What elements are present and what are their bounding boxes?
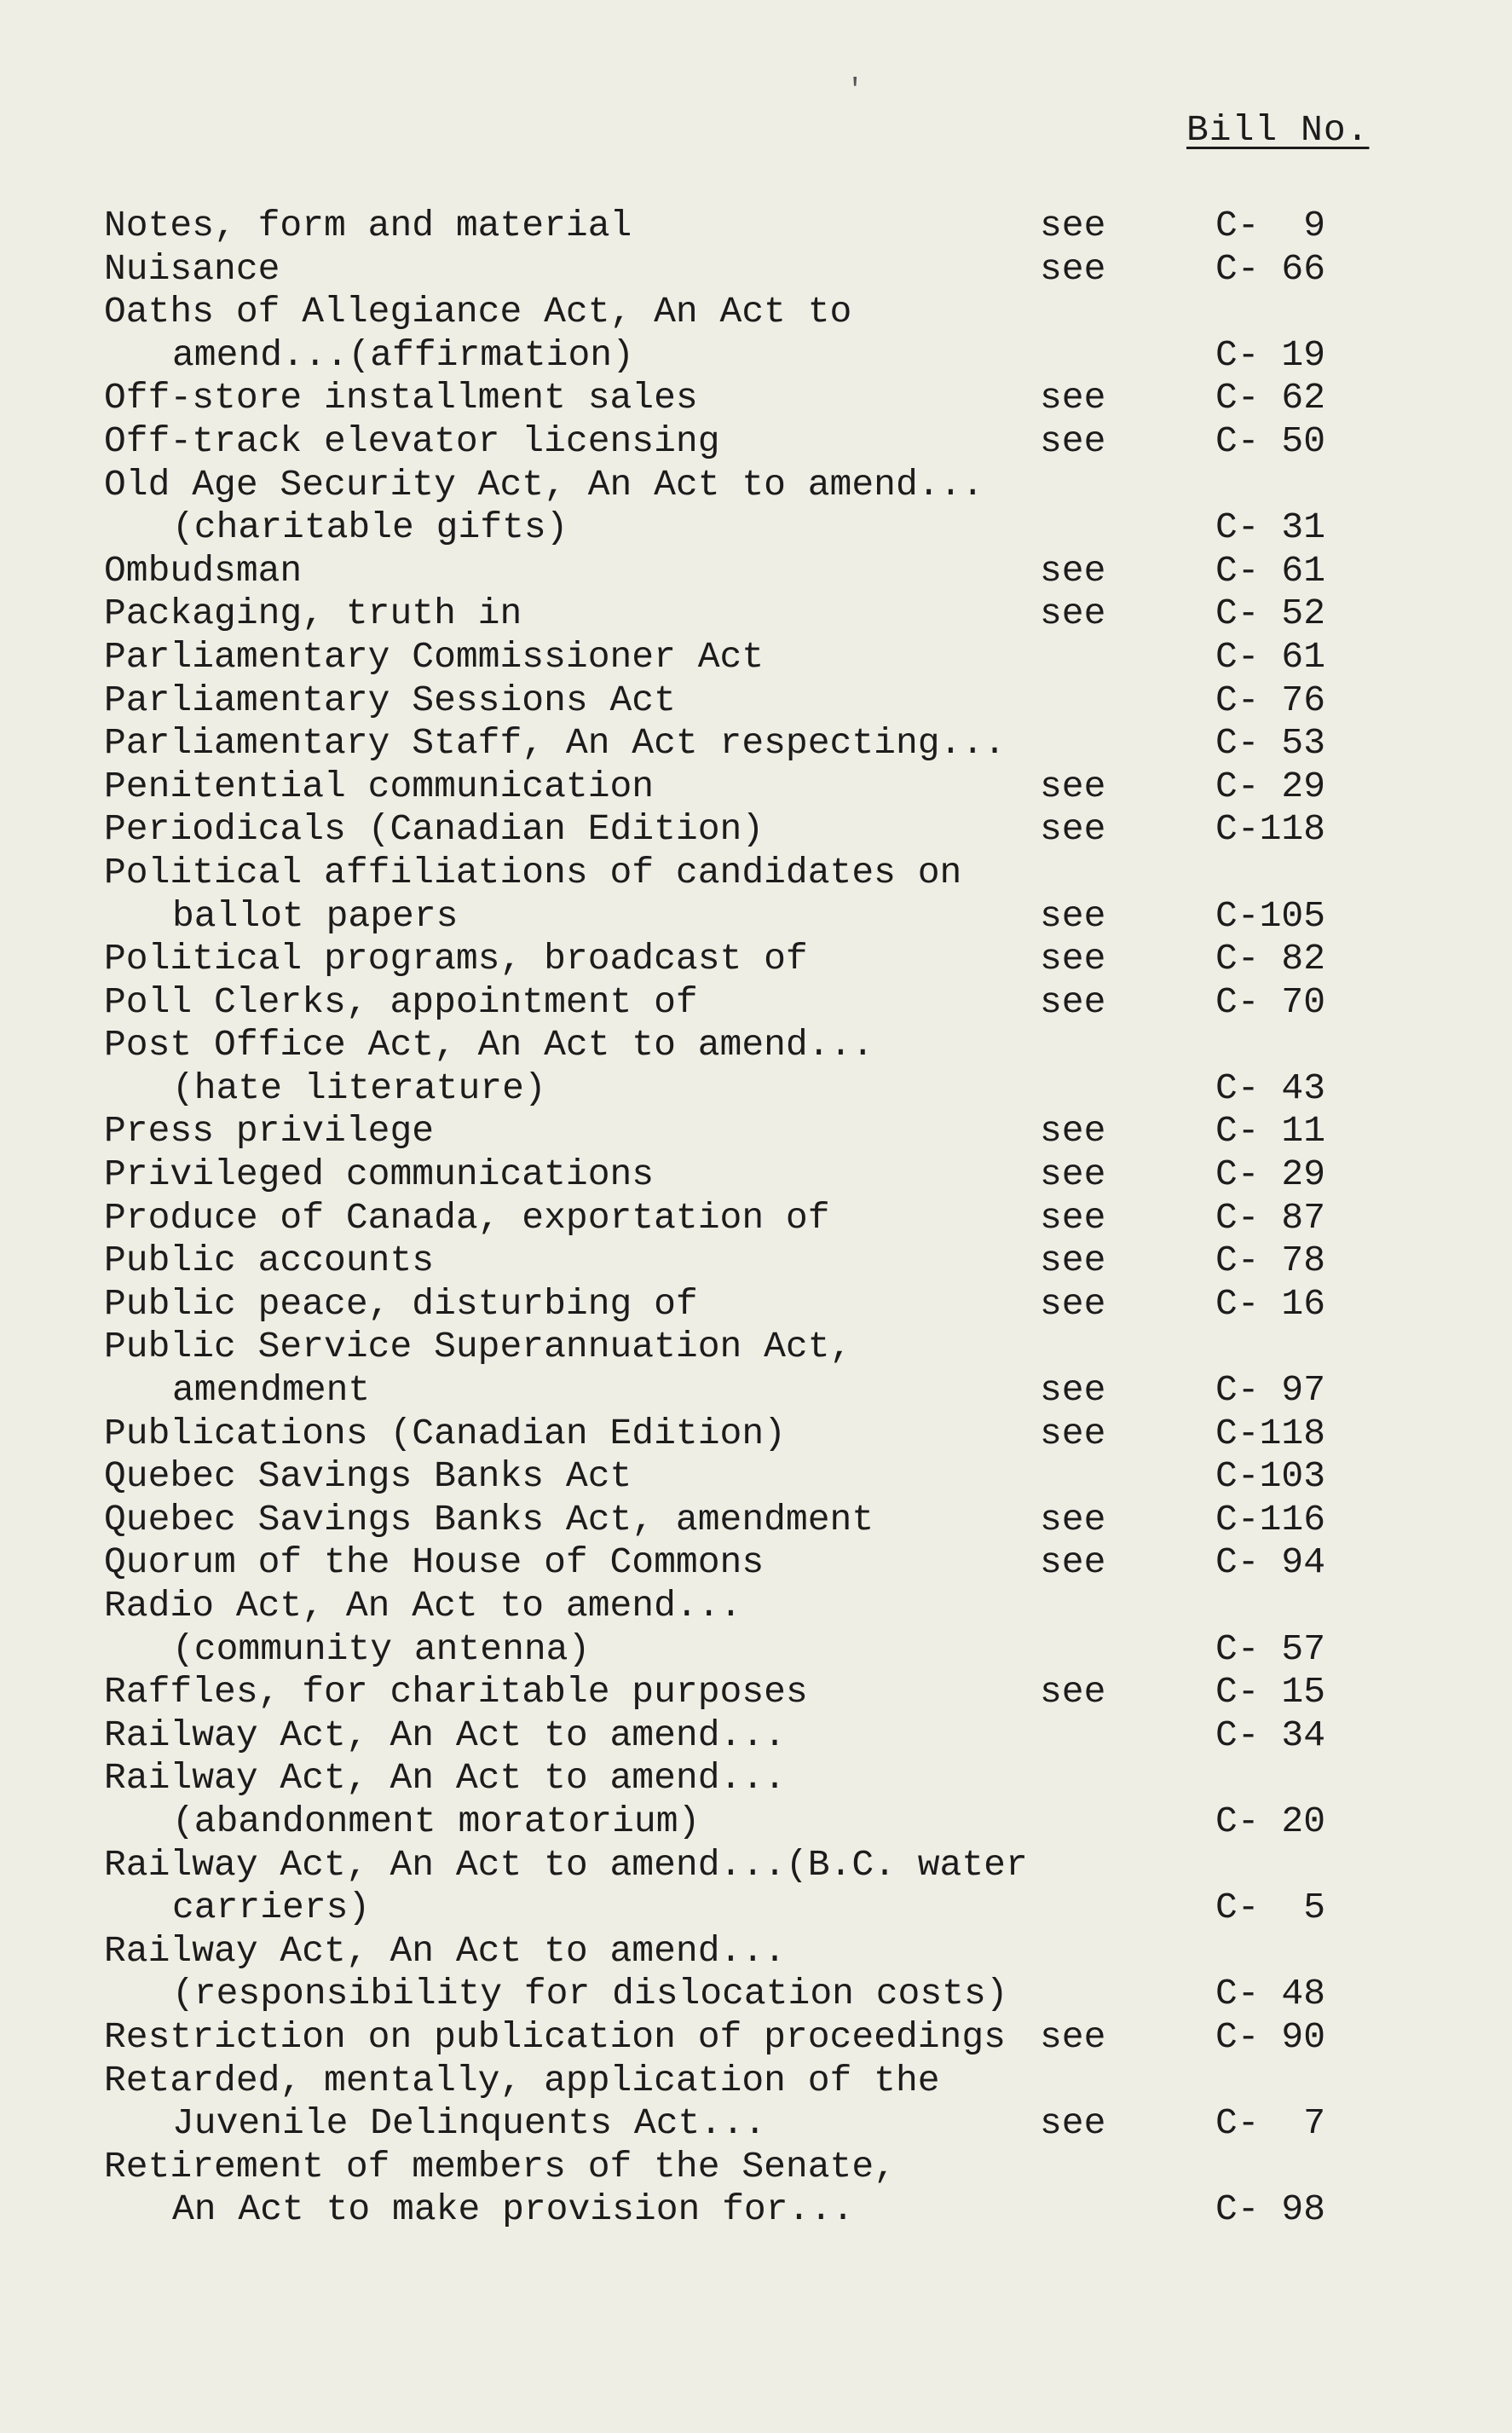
entry-title: Notes, form and material xyxy=(104,205,632,246)
index-row xyxy=(0,2016,1512,2060)
bill-number: C- 87 xyxy=(1215,1196,1326,1239)
see-reference: see xyxy=(1040,2102,1106,2145)
entry-title: Privileged communications xyxy=(104,1153,655,1196)
see-reference: see xyxy=(1040,1541,1106,1584)
see-reference: see xyxy=(1040,765,1106,807)
bill-number: C- 50 xyxy=(1215,419,1326,462)
entry-title: Railway Act, An Act to amend... xyxy=(104,1757,786,1800)
bill-no-header: Bill No. xyxy=(1186,109,1370,151)
index-row xyxy=(0,1671,1512,1714)
see-reference: see xyxy=(1040,980,1106,1023)
index-row xyxy=(0,1757,1512,1800)
bill-number: C- 76 xyxy=(1215,679,1326,721)
entry-title: Periodicals (Canadian Edition) xyxy=(104,808,765,851)
index-row xyxy=(0,852,1512,895)
bill-number: C-118 xyxy=(1215,808,1326,851)
bill-number: C- 97 xyxy=(1215,1369,1326,1412)
bill-number: C- 94 xyxy=(1215,1541,1326,1584)
index-row xyxy=(0,1714,1512,1758)
bill-number: C- 48 xyxy=(1215,1973,1326,2015)
index-row xyxy=(0,981,1512,1025)
index-row xyxy=(0,722,1512,766)
index-row xyxy=(0,205,1512,248)
bill-number: C- 78 xyxy=(1215,1240,1326,1282)
entry-title: Publications (Canadian Edition) xyxy=(104,1412,786,1454)
bill-number: C- 9 xyxy=(1215,205,1326,246)
index-row xyxy=(0,464,1512,507)
entry-title: Parliamentary Commissioner Act xyxy=(104,635,765,678)
see-reference: see xyxy=(1040,205,1106,246)
index-row xyxy=(0,1413,1512,1456)
entry-title: Ombudsman xyxy=(104,549,303,592)
see-reference: see xyxy=(1040,1110,1106,1153)
see-reference: see xyxy=(1040,549,1106,592)
index-row xyxy=(0,1455,1512,1499)
index-row xyxy=(0,420,1512,464)
index-row xyxy=(0,2146,1512,2189)
see-reference: see xyxy=(1040,1412,1106,1454)
bill-number: C- 61 xyxy=(1215,635,1326,678)
index-row xyxy=(0,1326,1512,1369)
entry-title: An Act to make provision for... xyxy=(172,2188,854,2231)
bill-number: C- 61 xyxy=(1215,549,1326,592)
index-row xyxy=(0,334,1512,378)
entry-title: Quebec Savings Banks Act, amendment xyxy=(104,1498,874,1540)
entry-title: Off-store installment sales xyxy=(104,377,698,419)
entry-title: Railway Act, An Act to amend...(B.C. water xyxy=(104,1843,1028,1886)
entry-title: Public accounts xyxy=(104,1240,435,1282)
index-row xyxy=(0,377,1512,420)
bill-number: C- 5 xyxy=(1215,1887,1326,1929)
index-row xyxy=(0,1369,1512,1413)
index-row xyxy=(0,1240,1512,1283)
bill-number: C- 90 xyxy=(1215,2015,1326,2058)
index-list xyxy=(0,205,1512,2232)
entry-title: (community antenna) xyxy=(172,1627,591,1670)
bill-number: C- 52 xyxy=(1215,592,1326,635)
bill-number: C- 29 xyxy=(1215,1153,1326,1196)
index-row xyxy=(0,1585,1512,1628)
bill-number: C- 16 xyxy=(1215,1282,1326,1325)
index-row xyxy=(0,592,1512,636)
entry-title: (charitable gifts) xyxy=(172,506,568,549)
see-reference: see xyxy=(1040,1196,1106,1239)
see-reference: see xyxy=(1040,1671,1106,1714)
bill-number: C- 43 xyxy=(1215,1066,1326,1109)
entry-title: Press privilege xyxy=(104,1110,435,1153)
bill-number: C- 29 xyxy=(1215,765,1326,807)
entry-title: Off-track elevator licensing xyxy=(104,419,720,462)
bill-number: C- 19 xyxy=(1215,333,1326,376)
entry-title: Quebec Savings Banks Act xyxy=(104,1455,632,1498)
index-row xyxy=(0,1499,1512,1542)
index-row xyxy=(0,248,1512,292)
index-row xyxy=(0,1800,1512,1844)
see-reference: see xyxy=(1040,419,1106,462)
see-reference: see xyxy=(1040,808,1106,851)
see-reference: see xyxy=(1040,938,1106,980)
entry-title: carriers) xyxy=(172,1887,371,1929)
entry-title: Parliamentary Staff, An Act respecting... xyxy=(104,722,1006,765)
entry-title: Political programs, broadcast of xyxy=(104,938,808,980)
entry-title: Produce of Canada, exportation of xyxy=(104,1196,830,1239)
index-row xyxy=(0,1930,1512,1974)
entry-title: (responsibility for dislocation costs) xyxy=(172,1973,1008,2015)
bill-number: C- 31 xyxy=(1215,506,1326,549)
see-reference: see xyxy=(1040,1369,1106,1412)
bill-number: C- 34 xyxy=(1215,1714,1326,1756)
entry-title: ballot papers xyxy=(172,894,459,937)
index-row xyxy=(0,1283,1512,1326)
see-reference: see xyxy=(1040,247,1106,290)
index-row xyxy=(0,895,1512,939)
bill-number: C- 53 xyxy=(1215,722,1326,765)
see-reference: see xyxy=(1040,1282,1106,1325)
index-row xyxy=(0,938,1512,981)
index-row xyxy=(0,1973,1512,2016)
entry-title: Parliamentary Sessions Act xyxy=(104,679,676,721)
index-row xyxy=(0,1887,1512,1930)
entry-title: Penitential communication xyxy=(104,765,655,807)
entry-title: Railway Act, An Act to amend... xyxy=(104,1714,786,1756)
entry-title: Quorum of the House of Commons xyxy=(104,1541,765,1584)
index-row xyxy=(0,636,1512,679)
index-row xyxy=(0,1197,1512,1240)
entry-title: Juvenile Delinquents Act... xyxy=(172,2102,766,2145)
index-row xyxy=(0,506,1512,550)
index-row xyxy=(0,1024,1512,1067)
index-row xyxy=(0,808,1512,852)
entry-title: amendment xyxy=(172,1369,371,1412)
index-row xyxy=(0,2102,1512,2146)
entry-title: Political affiliations of candidates on xyxy=(104,851,962,893)
bill-number: C- 20 xyxy=(1215,1800,1326,1842)
bill-number: C-116 xyxy=(1215,1498,1326,1540)
entry-title: Oaths of Allegiance Act, An Act to xyxy=(104,291,852,333)
see-reference: see xyxy=(1040,2015,1106,2058)
entry-title: Packaging, truth in xyxy=(104,592,522,635)
bill-number: C- 66 xyxy=(1215,247,1326,290)
bill-number: C- 62 xyxy=(1215,377,1326,419)
bill-number: C- 11 xyxy=(1215,1110,1326,1153)
entry-title: Poll Clerks, appointment of xyxy=(104,980,698,1023)
bill-number: C- 7 xyxy=(1215,2102,1326,2145)
index-row xyxy=(0,550,1512,593)
bill-number: C-118 xyxy=(1215,1412,1326,1454)
entry-title: Nuisance xyxy=(104,247,280,290)
entry-title: Railway Act, An Act to amend... xyxy=(104,1929,786,1972)
entry-title: Restriction on publication of proceedings xyxy=(104,2015,1006,2058)
bill-number: C-103 xyxy=(1215,1455,1326,1498)
entry-title: (abandonment moratorium) xyxy=(172,1800,701,1842)
entry-title: Public peace, disturbing of xyxy=(104,1282,698,1325)
see-reference: see xyxy=(1040,1153,1106,1196)
index-row xyxy=(0,1153,1512,1197)
entry-title: Raffles, for charitable purposes xyxy=(104,1671,808,1714)
entry-title: (hate literature) xyxy=(172,1066,546,1109)
entry-title: amend...(affirmation) xyxy=(172,333,634,376)
index-row xyxy=(0,679,1512,723)
entry-title: Post Office Act, An Act to amend... xyxy=(104,1024,874,1066)
entry-title: Retarded, mentally, application of the xyxy=(104,2059,940,2101)
index-row xyxy=(0,1628,1512,1672)
index-row xyxy=(0,1541,1512,1585)
bill-number: C-105 xyxy=(1215,894,1326,937)
see-reference: see xyxy=(1040,1240,1106,1282)
bill-number: C- 70 xyxy=(1215,980,1326,1023)
index-row xyxy=(0,2060,1512,2103)
see-reference: see xyxy=(1040,592,1106,635)
entry-title: Old Age Security Act, An Act to amend... xyxy=(104,463,984,506)
index-row xyxy=(0,2188,1512,2232)
bill-number: C- 98 xyxy=(1215,2188,1326,2231)
index-row xyxy=(0,1110,1512,1153)
page-mark: ' xyxy=(846,75,864,107)
entry-title: Public Service Superannuation Act, xyxy=(104,1326,852,1368)
bill-number: C- 15 xyxy=(1215,1671,1326,1714)
see-reference: see xyxy=(1040,377,1106,419)
index-row xyxy=(0,766,1512,809)
bill-number: C- 57 xyxy=(1215,1627,1326,1670)
index-row xyxy=(0,1067,1512,1111)
index-row xyxy=(0,1844,1512,1887)
entry-title: Radio Act, An Act to amend... xyxy=(104,1585,742,1627)
bill-number: C- 82 xyxy=(1215,938,1326,980)
see-reference: see xyxy=(1040,894,1106,937)
index-row xyxy=(0,291,1512,334)
see-reference: see xyxy=(1040,1498,1106,1540)
entry-title: Retirement of members of the Senate, xyxy=(104,2145,896,2187)
